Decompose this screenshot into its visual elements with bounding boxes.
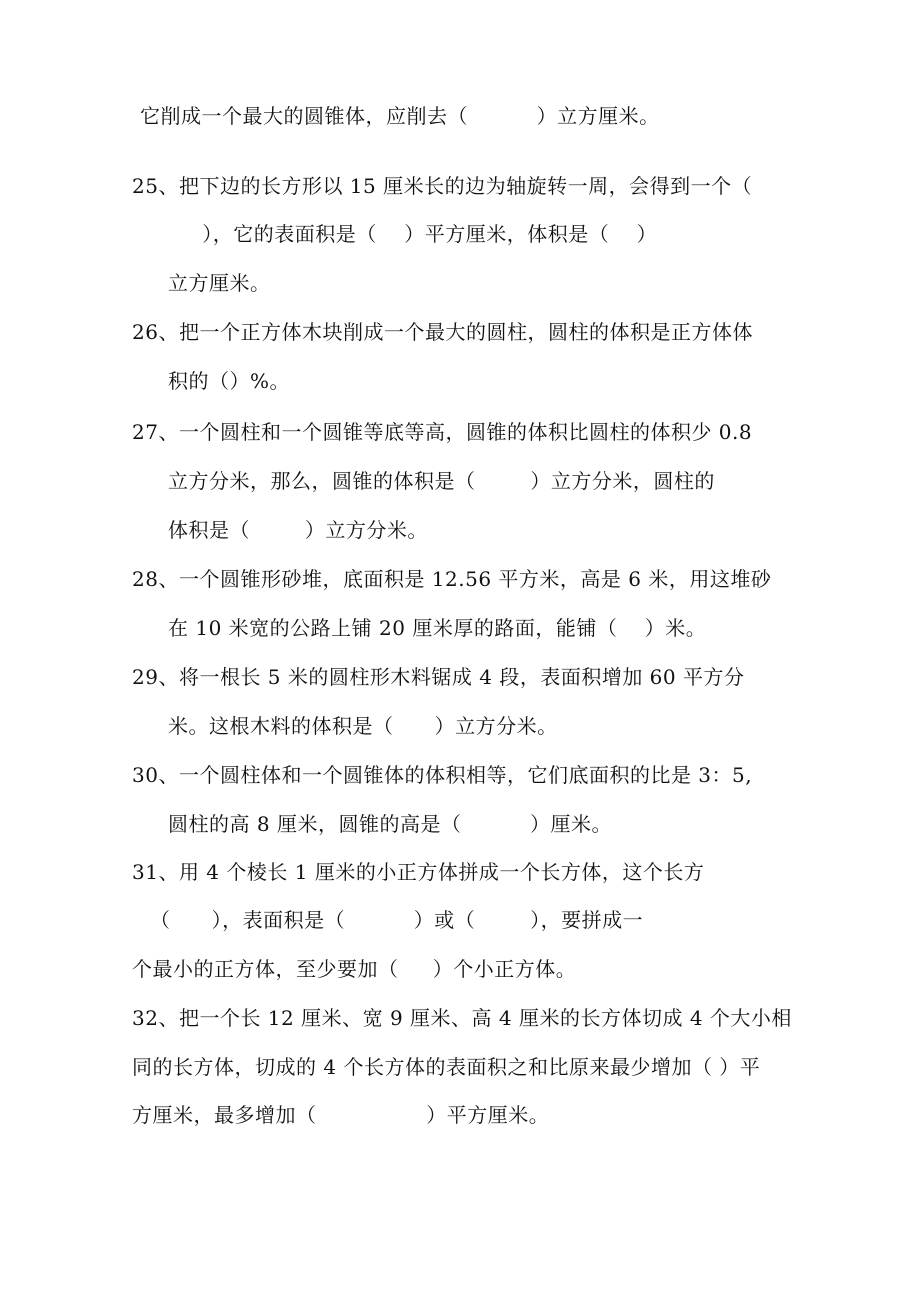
text-line-1: 它削成一个最大的圆锥体，应削去（ ）立方厘米。 bbox=[140, 104, 660, 128]
text-line-31b: （ ），表面积是（ ）或（ ），要拼成一 bbox=[150, 908, 644, 932]
text-line-28b: 在 10 米宽的公路上铺 20 厘米厚的路面，能铺（ ）米。 bbox=[168, 616, 707, 640]
text-line-32c: 方厘米，最多增加（ ）平方厘米。 bbox=[132, 1103, 550, 1127]
text-line-25a: 25、把下边的长方形以 15 厘米长的边为轴旋转一周，会得到一个（ bbox=[132, 174, 753, 198]
text-line-27b: 立方分米，那么，圆锥的体积是（ ）立方分米，圆柱的 bbox=[168, 469, 715, 493]
text-line-32b: 同的长方体，切成的 4 个长方体的表面积之和比原来最少增加（ ）平 bbox=[132, 1055, 761, 1079]
text-line-29b: 米。这根木料的体积是（ ）立方分米。 bbox=[168, 714, 558, 738]
text-line-31a: 31、用 4 个棱长 1 厘米的小正方体拼成一个长方体，这个长方 bbox=[132, 860, 705, 884]
text-line-30a: 30、一个圆柱体和一个圆锥体的体积相等，它们底面积的比是 3：5, bbox=[132, 763, 753, 787]
text-line-25b: ），它的表面积是（ ）平方厘米，体积是（ ） bbox=[168, 222, 658, 246]
text-line-27a: 27、一个圆柱和一个圆锥等底等高，圆锥的体积比圆柱的体积少 0.8 bbox=[132, 420, 753, 444]
text-line-32a: 32、把一个长 12 厘米、宽 9 厘米、高 4 厘米的长方体切成 4 个大小相 bbox=[132, 1006, 792, 1030]
text-line-25c: 立方厘米。 bbox=[168, 271, 271, 295]
text-line-27c: 体积是（ ）立方分米。 bbox=[168, 518, 428, 542]
text-line-26a: 26、把一个正方体木块削成一个最大的圆柱，圆柱的体积是正方体体 bbox=[132, 320, 753, 344]
text-line-26b: 积的（）%。 bbox=[168, 369, 291, 393]
text-line-31c: 个最小的正方体，至少要加（ ）个小正方体。 bbox=[132, 957, 577, 981]
text-line-30b: 圆柱的高 8 厘米，圆锥的高是（ ）厘米。 bbox=[168, 812, 613, 836]
text-line-28a: 28、一个圆锥形砂堆，底面积是 12.56 平方米，高是 6 米，用这堆砂 bbox=[132, 567, 772, 591]
text-line-29a: 29、将一根长 5 米的圆柱形木料锯成 4 段，表面积增加 60 平方分 bbox=[132, 665, 745, 689]
